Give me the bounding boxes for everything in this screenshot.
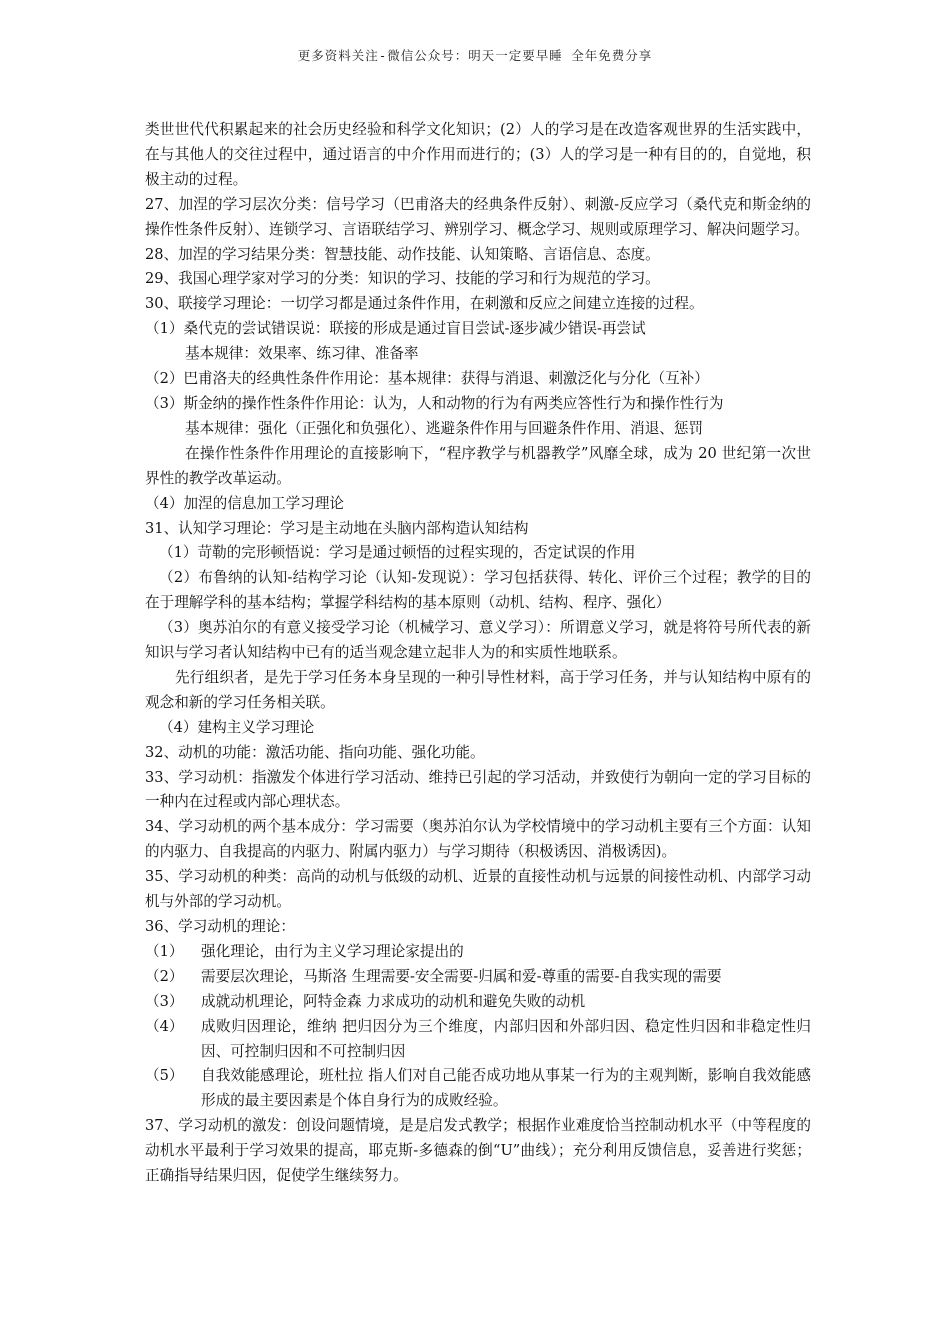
theory-row [145, 965, 811, 990]
item-31-1: （1）苛勒的完形顿悟说：学习是通过顿悟的过程实现的，否定试误的作用 [159, 544, 636, 562]
item-34: 34、学习动机的两个基本成分：学习需要（奥苏泊尔认为学校情境中的学习动机主要有三个方面：认知的内驱力、自我提高的内驱力、附属内驱力）与学习期待（积极诱因、消极诱因)。 [145, 818, 811, 861]
theory-row [145, 1064, 811, 1114]
item-33: 33、学习动机：指激发个体进行学习活动、维持已引起的学习活动，并致使行为朝向一定的学习目标的一种内在过程或内部心理状态。 [145, 768, 811, 811]
theory-row [145, 1015, 811, 1065]
theory-text: 自我效能感理论，班杜拉 指人们对自己能否成功地从事某一行为的主观判断，影响自我效能感形成的最主要因素是个体自身行为的成败经验。 [201, 1067, 811, 1110]
page-header: 更多资料关注-微信公众号：明天一定要早睡 全年免费分享 [297, 48, 653, 63]
theory-text: 成败归因理论，维纳 把归因分为三个维度，内部归因和外部归因、稳定性归因和非稳定性归因、可控制归因和不可控制归因 [201, 1017, 811, 1060]
item-30-3-note: 在操作性条件作用理论的直接影响下，“程序教学与机器教学”风靡全球，成为 20 世纪第一次世界性的教学改革运动。 [145, 444, 811, 487]
item-30-4: （4）加涅的信息加工学习理论 [145, 494, 345, 512]
item-30-2: （2）巴甫洛夫的经典性条件作用论：基本规律：获得与消退、刺激泛化与分化（互补） [145, 370, 709, 388]
item-35: 35、学习动机的种类：高尚的动机与低级的动机、近景的直接性动机与远景的间接性动机、内部学习动机与外部的学习动机。 [145, 868, 811, 911]
item-31-2: （2）布鲁纳的认知-结构学习论（认知-发现说）：学习包括获得、转化、评价三个过程；教学的目的在于理解学科的基本结构；掌握学科结构的基本原则（动机、结构、程序、强化） [145, 569, 811, 612]
theory-number: （4） [145, 1017, 184, 1035]
item-31-3: （3）奥苏泊尔的有意义接受学习论（机械学习、意义学习）：所谓意义学习，就是将符号所代表的新知识与学习者认知结构中已有的适当观念建立起非人为的和实质性地联系。 [145, 619, 811, 662]
item-30-3: （3）斯金纳的操作性条件作用论：认为，人和动物的行为有两类应答性行为和操作性行为 [145, 394, 724, 412]
theory-row [145, 990, 811, 1015]
item-31: 31、认知学习理论：学习是主动地在头脑内部构造认知结构 [145, 519, 529, 537]
theory-text: 需要层次理论，马斯洛 生理需要-安全需要-归属和爱-尊重的需要-自我实现的需要 [201, 967, 722, 985]
theory-row [145, 940, 811, 965]
theory-number: （5） [145, 1067, 184, 1085]
item-31-4: （4）建构主义学习理论 [159, 718, 315, 736]
item-27: 27、加涅的学习层次分类：信号学习（巴甫洛夫的经典条件反射）、刺激-反应学习（桑代克和斯金纳的操作性条件反射）、连锁学习、言语联结学习、辨别学习、概念学习、规则或原理学习、解决问题学习。 [145, 195, 811, 238]
theory-text: 强化理论，由行为主义学习理论家提出的 [201, 942, 464, 960]
theory-text: 成就动机理论，阿特金森 力求成功的动机和避免失败的动机 [201, 992, 586, 1010]
item-32: 32、动机的功能：激活功能、指向功能、强化功能。 [145, 743, 485, 761]
item-37: 37、学习动机的激发：创设问题情境，是是启发式教学；根据作业难度恰当控制动机水平（中等程度的动机水平最利于学习效果的提高，耶克斯-多德森的倒“U”曲线）；充分利用反馈信息，妥善进行奖惩；正确指导结果归因，促使学生继续努力。 [145, 1117, 811, 1185]
theory-number: （1） [145, 942, 184, 960]
item-31-3-note: 先行组织者，是先于学习任务本身呈现的一种引导性材料，高于学习任务，并与认知结构中原有的观念和新的学习任务相关联。 [145, 668, 811, 711]
item-30-1: （1）桑代克的尝试错误说：联接的形成是通过盲目尝试-逐步减少错误-再尝试 [145, 320, 646, 338]
theory-number: （2） [145, 967, 184, 985]
item-28: 28、加涅的学习结果分类：智慧技能、动作技能、认知策略、言语信息、态度。 [145, 245, 660, 263]
item-29: 29、我国心理学家对学习的分类：知识的学习、技能的学习和行为规范的学习。 [145, 270, 660, 288]
item-30: 30、联接学习理论：一切学习都是通过条件作用，在刺激和反应之间建立连接的过程。 [145, 295, 704, 313]
theory-number: （3） [145, 992, 184, 1010]
document-body [145, 118, 811, 1189]
paragraph-continuation: 类世世代代积累起来的社会历史经验和科学文化知识；(2）人的学习是在改造客观世界的生活实践中，在与其他人的交往过程中，通过语言的中介作用而进行的；(3）人的学习是一种有目的的，自觉地，积极主动的过程。 [145, 121, 811, 188]
item-30-1-rules: 基本规律：效果率、练习律、准备率 [185, 345, 419, 363]
item-30-3-rules: 基本规律：强化（正强化和负强化）、逃避条件作用与回避条件作用、消退、惩罚 [185, 419, 704, 437]
item-36: 36、学习动机的理论： [145, 918, 295, 935]
